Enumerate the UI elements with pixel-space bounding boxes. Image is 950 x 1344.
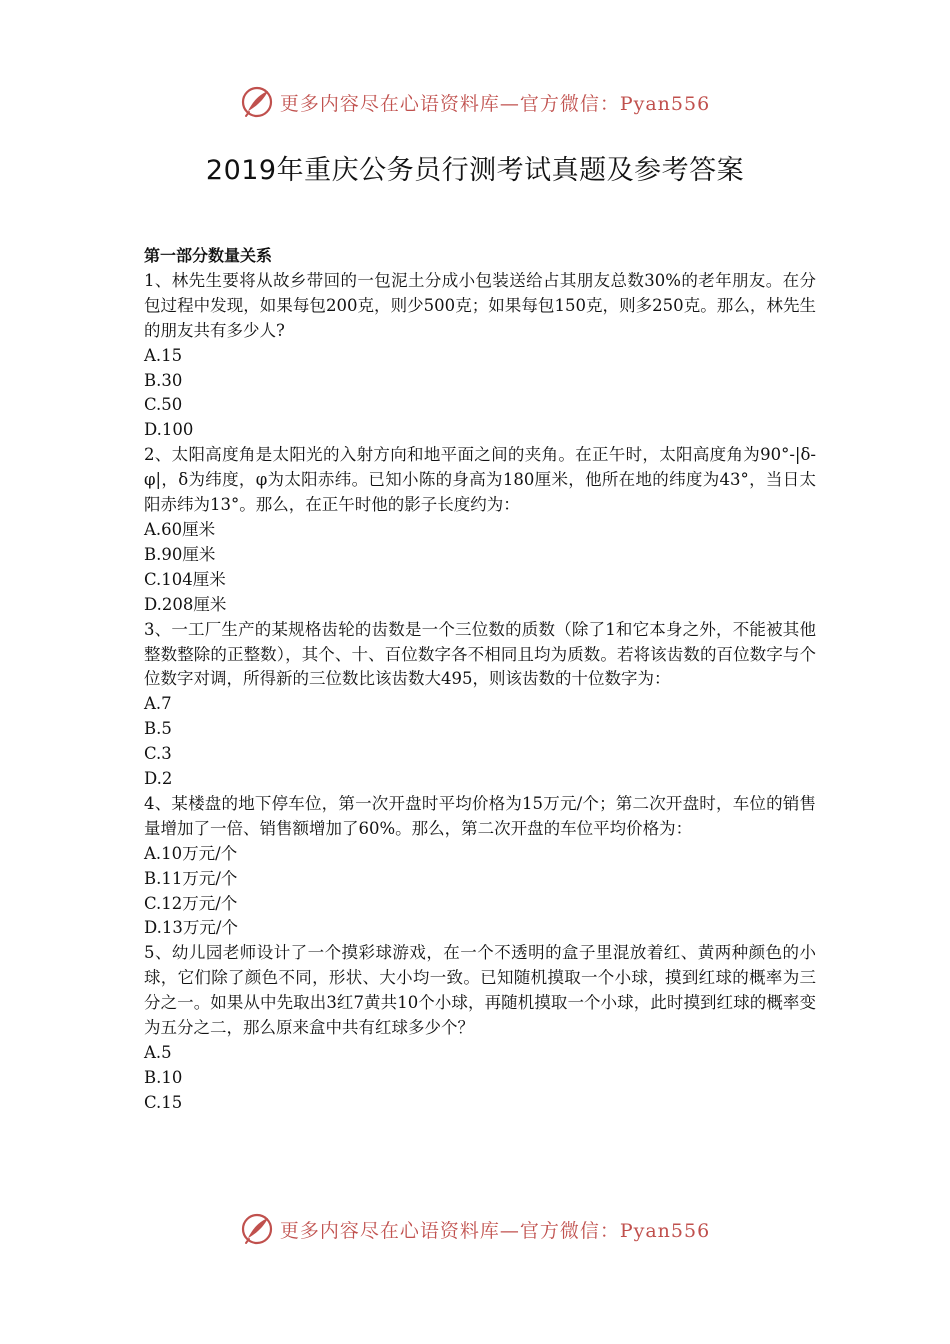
quill-logo-icon <box>240 1212 274 1246</box>
question-5 <box>144 941 816 1115</box>
quill-logo-icon <box>240 85 274 119</box>
option-a: A.15 <box>144 345 183 365</box>
question-stem: 1、林先生要将从故乡带回的一包泥土分成小包装送给占其朋友总数30%的老年朋友。在分包过程中发现，如果每包200克，则少500克；如果每包150克，则多250克。那么，林先生的朋友共有多少人? <box>144 270 816 340</box>
option-c: C.15 <box>144 1092 183 1112</box>
watermark-text: 更多内容尽在心语资料库—官方微信：Pyan556 <box>279 92 711 115</box>
question-stem: 4、某楼盘的地下停车位，第一次开盘时平均价格为15万元/个；第二次开盘时，车位的销售量增加了一倍、销售额增加了60%。那么，第二次开盘的车位平均价格为： <box>144 793 816 838</box>
option-b: B.11万元/个 <box>144 868 238 888</box>
option-b: B.10 <box>144 1067 183 1087</box>
footer-watermark <box>0 1209 950 1249</box>
header-watermark <box>0 82 950 122</box>
option-b: B.5 <box>144 719 172 739</box>
question-stem: 5、幼儿园老师设计了一个摸彩球游戏，在一个不透明的盒子里混放着红、黄两种颜色的小球，它们除了颜色不同，形状、大小均一致。已知随机摸取一个小球，摸到红球的概率为三分之一。如果从中先取出3红7黄共10个小球，再随机摸取一个小球，此时摸到红球的概率变为五分之二，那么原来盒中共有红球多少个？ <box>144 943 816 1038</box>
option-d: D.208厘米 <box>144 594 227 614</box>
document-body <box>144 244 816 1116</box>
question-1 <box>144 269 816 443</box>
question-2 <box>144 443 816 617</box>
option-d: D.13万元/个 <box>144 918 238 938</box>
option-b: B.90厘米 <box>144 544 216 564</box>
watermark-text: 更多内容尽在心语资料库—官方微信：Pyan556 <box>279 1219 711 1242</box>
option-c: C.50 <box>144 395 183 415</box>
question-stem: 3、一工厂生产的某规格齿轮的齿数是一个三位数的质数（除了1和它本身之外，不能被其他整数整除的正整数），其个、十、百位数字各不相同且均为质数。若将该齿数的百位数字与个位数字对调，所得新的三位数比该齿数大495，则该齿数的十位数字为： <box>144 619 816 689</box>
option-b: B.30 <box>144 370 183 390</box>
option-c: C.104厘米 <box>144 569 226 589</box>
option-a: A.5 <box>144 1043 172 1062</box>
option-d: D.2 <box>144 769 173 789</box>
question-3 <box>144 618 816 792</box>
question-4 <box>144 792 816 941</box>
option-c: C.12万元/个 <box>144 893 238 913</box>
option-c: C.3 <box>144 744 172 764</box>
option-a: A.60厘米 <box>144 519 216 539</box>
option-d: D.100 <box>144 420 194 440</box>
page-title: 2019年重庆公务员行测考试真题及参考答案 <box>205 155 745 186</box>
section-heading: 第一部分数量关系 <box>144 246 273 265</box>
option-a: A.7 <box>144 694 172 714</box>
question-stem: 2、太阳高度角是太阳光的入射方向和地平面之间的夹角。在正午时，太阳高度角为90°-|δ-φ|，δ为纬度，φ为太阳赤纬。已知小陈的身高为180厘米，他所在地的纬度为43°，当日太阳赤纬为13°。那么，在正午时他的影子长度约为： <box>144 445 816 515</box>
option-a: A.10万元/个 <box>144 843 238 863</box>
